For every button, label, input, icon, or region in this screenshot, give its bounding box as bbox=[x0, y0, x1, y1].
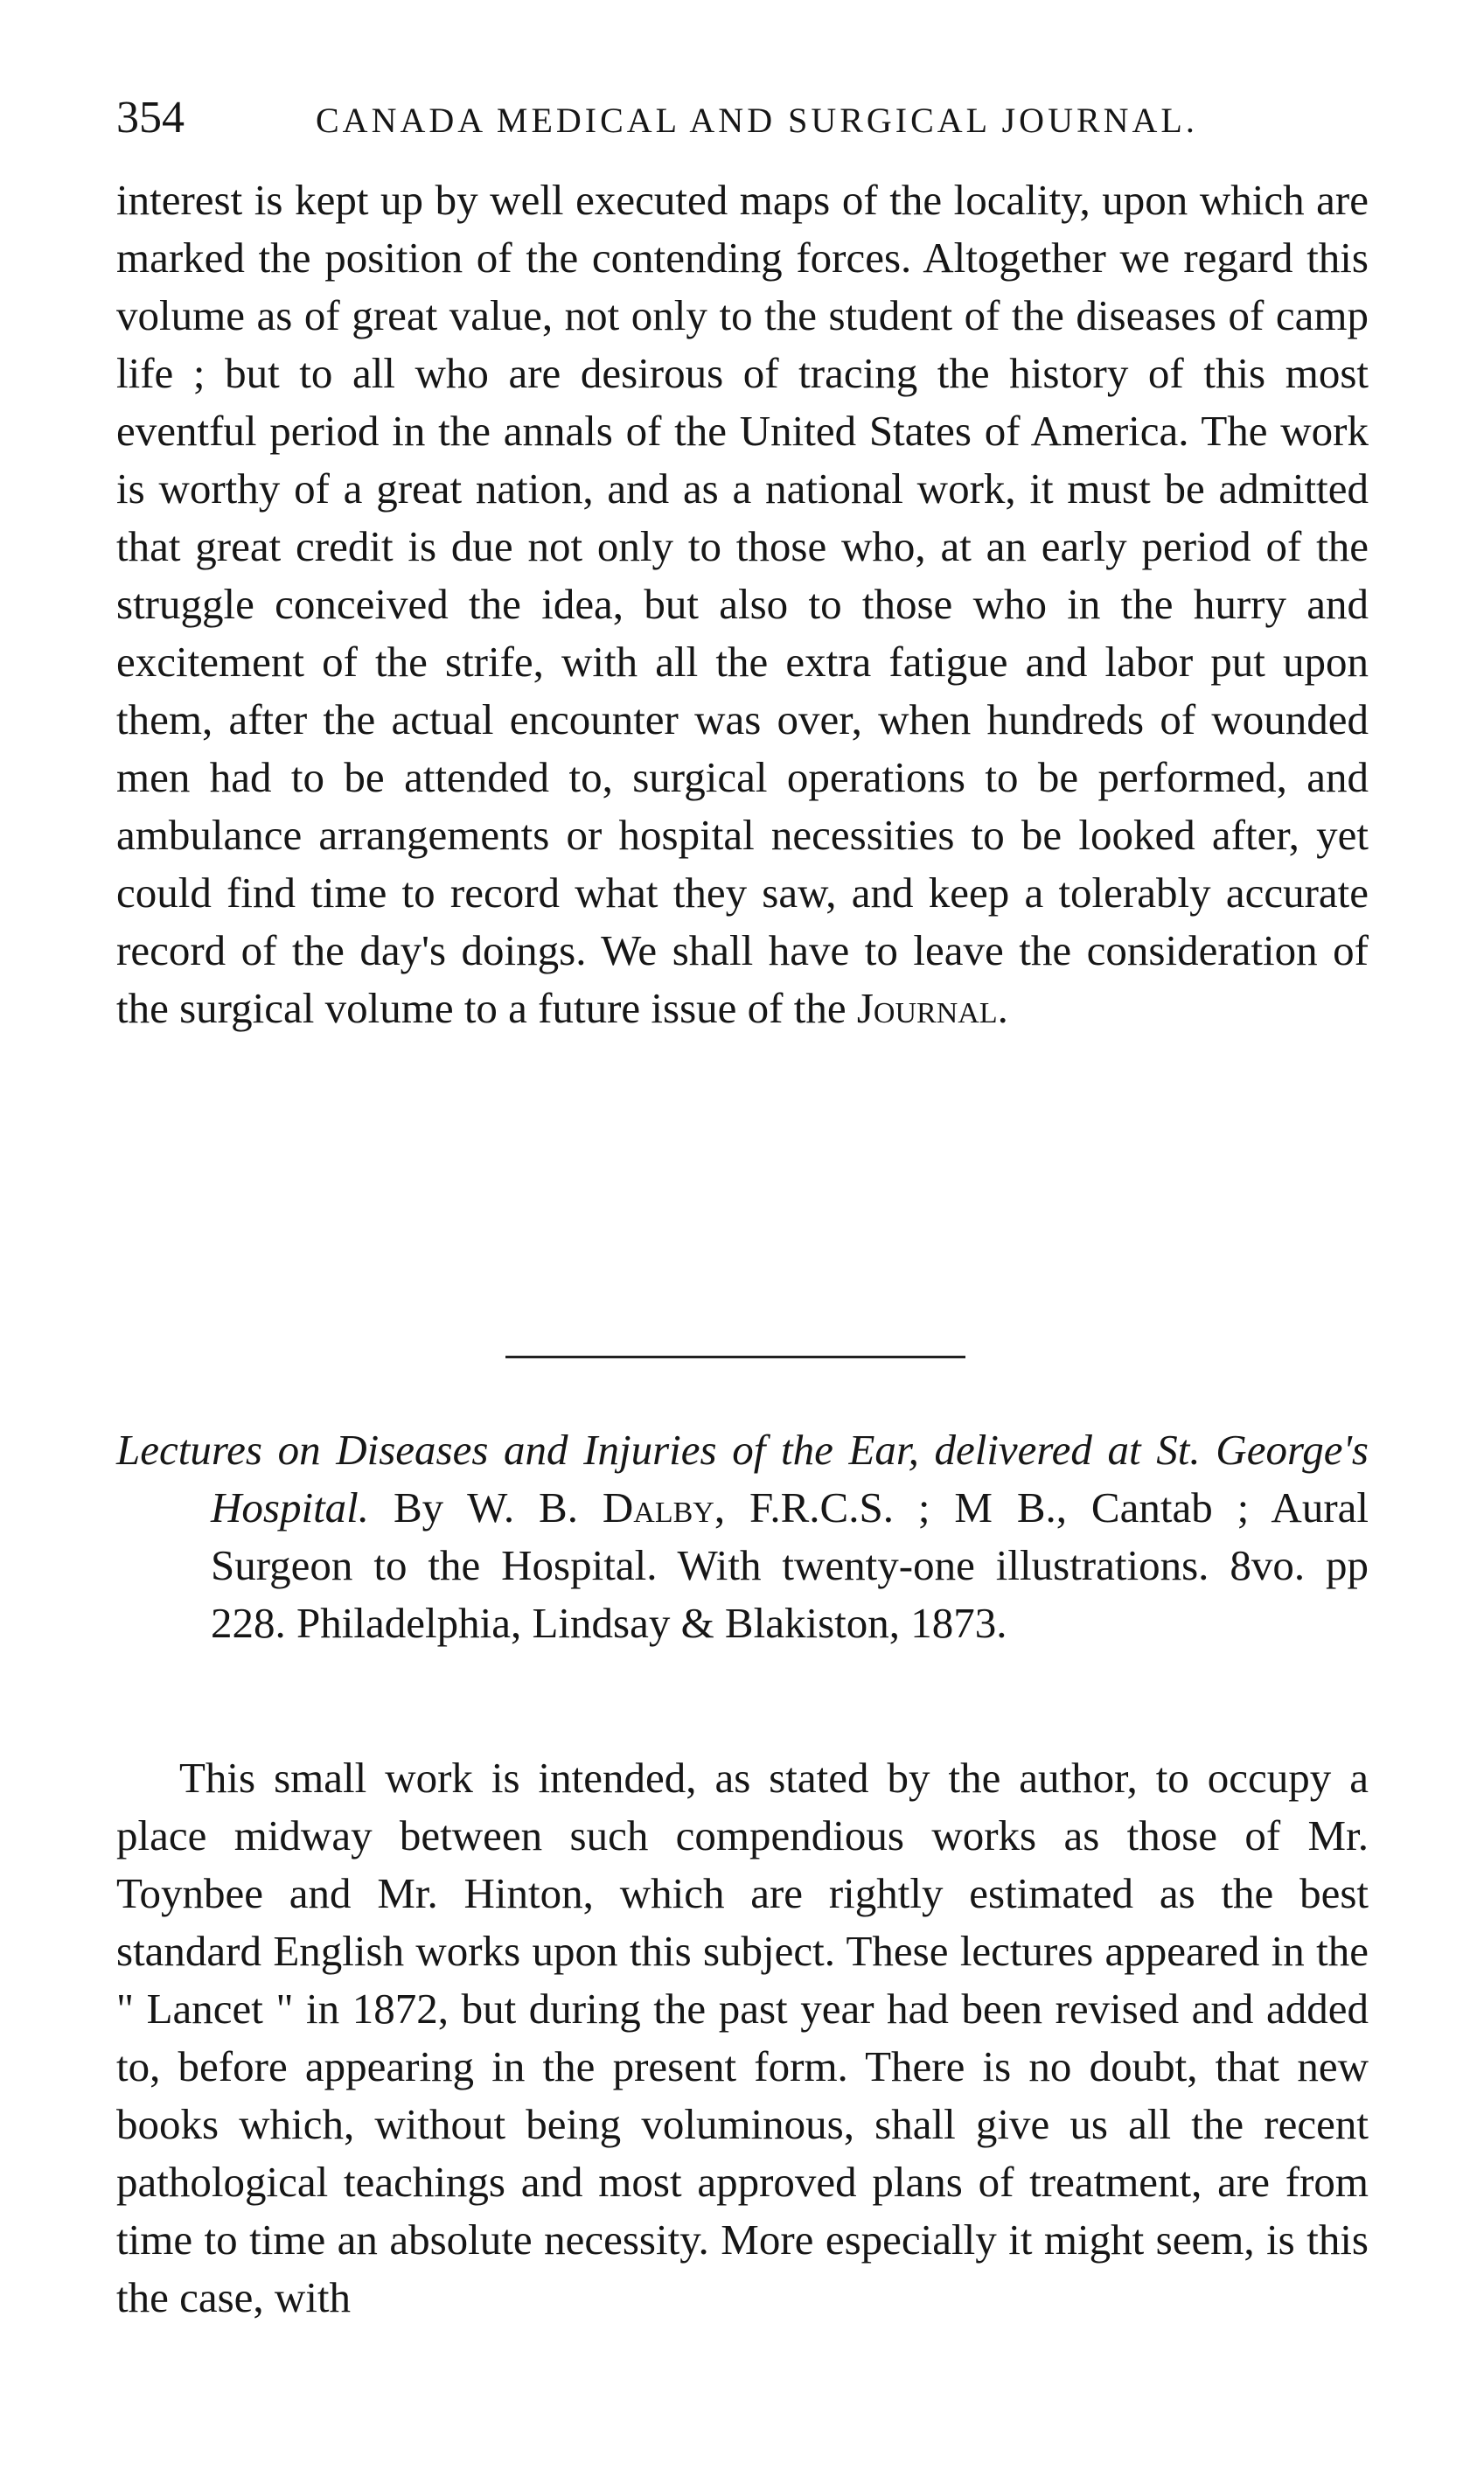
journal-title: CANADA MEDICAL AND SURGICAL JOURNAL. bbox=[316, 101, 1198, 140]
book-citation bbox=[116, 1421, 1369, 1652]
citation-details: , F.R.C.S. ; M B., Cantab ; Aural Surgeon to the Hospital. With twenty-one illustrations. 8vo. pp 228. Philadelphia, Lindsay & Blakiston, 1873. bbox=[211, 1483, 1369, 1647]
review-end-punctuation: . bbox=[997, 984, 1008, 1032]
review-continuation bbox=[116, 171, 1369, 1037]
journal-reference: Journal bbox=[856, 984, 998, 1032]
review-continuation-paragraph bbox=[116, 171, 1369, 1037]
page-number: 354 bbox=[116, 93, 185, 143]
review-body bbox=[116, 1749, 1369, 2327]
citation-by: By W. B. bbox=[393, 1483, 578, 1532]
book-title: Lectures on Diseases and Injuries of the Ear, delivered at St. George's Hospital. bbox=[116, 1426, 1369, 1532]
citation-author: Dalby bbox=[602, 1483, 714, 1532]
running-head bbox=[116, 87, 1376, 149]
review-body-paragraph: This small work is intended, as stated by the author, to occupy a place midway between such compendious works as those of Mr. Toynbee and Mr. Hinton, which are rightly estimated as the best standard English works upon this subject. These lectures appeared in the " Lancet " in 1872, but during the past year had been revised and added to, before appearing in the present form. There is no doubt, that new books which, without being voluminous, shall give us all the recent pathological teachings and most approved plans of treatment, are from time to time an absolute necessity. More especially it might seem, is this the case, with bbox=[116, 1754, 1369, 2321]
section-divider bbox=[505, 1356, 965, 1358]
review-continuation-text: interest is kept up by well executed maps of the locality, upon which are marked the position of the contending forces. Altogether we regard this volume as of great value, not only to the student of the diseases of camp life ; but to all who are desirous of tracing the history of this most eventful period in the annals of the United States of America. The work is worthy of a great nation, and as a national work, it must be admitted that great credit is due not only to those who, at an early period of the struggle conceived the idea, but also to those who in the hurry and excitement of the strife, with all the extra fatigue and labor put upon them, after the actual encounter was over, when hundreds of wounded men had to be attended to, surgical operations to be performed, and ambulance arrangements or hospital necessities to be looked after, yet could find time to record what they saw, and keep a tolerably accurate record of the day's doings. We shall have to leave the consideration of the surgical volume to a future issue of the bbox=[116, 176, 1369, 1032]
